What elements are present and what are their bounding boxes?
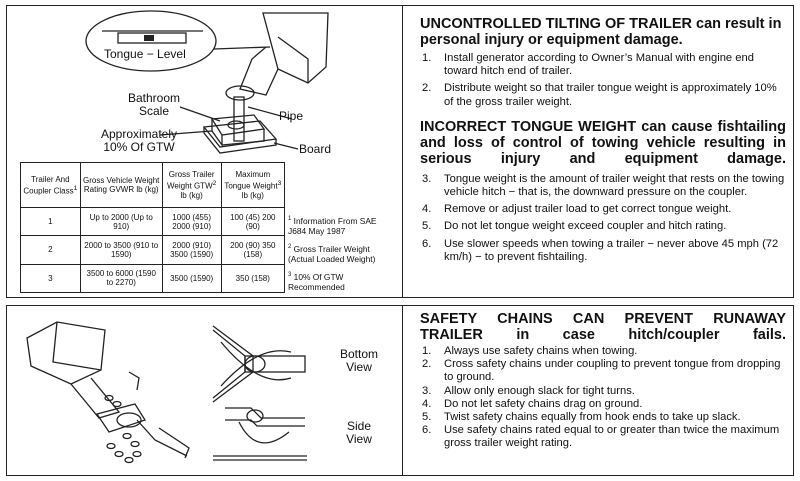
cell-tongue: 100 (45) 200 (90) bbox=[221, 208, 284, 236]
safety-chain-heading: SAFETY CHAINS CAN PREVENT RUNAWAY TRAILER in case hitch/coupler fails. bbox=[420, 311, 786, 343]
table-row bbox=[21, 208, 285, 236]
bathroom-scale-label: Bathroom Scale bbox=[127, 91, 181, 118]
cell-class: 2 bbox=[21, 236, 81, 264]
list-item: 3. Allow only enough slack for tight turns. bbox=[422, 384, 635, 397]
tongue-weight-warnings bbox=[420, 16, 786, 264]
tongue-weight-warning-list bbox=[420, 173, 786, 264]
table-note-2: $^2$ Gross Trailer Weight (Actual Loaded Weight) bbox=[288, 243, 376, 264]
cell-tongue: 350 (158) bbox=[221, 264, 284, 292]
list-item: 5. Twist safety chains equally from hook ends to take up slack. bbox=[422, 411, 741, 424]
list-item: 4. Do not let safety chains drag on ground. bbox=[422, 397, 643, 410]
table-row bbox=[21, 264, 285, 292]
bottom-view-label: Bottom View bbox=[339, 347, 378, 374]
list-item: 5. Do not let tongue weight exceed coupler and hitch rating. bbox=[422, 220, 727, 233]
list-item: 1. Install generator according to Owner’s Manual with engine end toward hitch end of trailer. bbox=[422, 52, 754, 78]
list-item: 2. Cross safety chains under coupling to prevent tongue from dropping to ground. bbox=[422, 358, 781, 384]
pipe-icon bbox=[234, 97, 244, 141]
cell-tongue: 200 (90) 350 (158) bbox=[221, 236, 284, 264]
tongue-weight-warning-heading: INCORRECT TONGUE WEIGHT can cause fishtailing and loss of control of towing vehicle resulting in serious injury and equipment damage. bbox=[420, 118, 786, 167]
trailer-frame-icon bbox=[27, 322, 105, 384]
header-tongue: Maximum Tongue Weight$^3$ lb (kg) bbox=[221, 163, 284, 208]
header-gtw: Gross Trailer Weight GTW$^2$ lb (kg) bbox=[162, 163, 221, 208]
approx-label: Approximately 10% Of GTW bbox=[100, 127, 178, 154]
cell-class: 1 bbox=[21, 208, 81, 236]
list-item: 3. Tongue weight is the amount of trailer weight that rests on the towing vehicle hitch − that is, the downward pressure on the coupler. bbox=[422, 172, 785, 199]
tongue-level-label: Tongue − Level bbox=[104, 47, 186, 61]
list-item: 6. Use slower speeds when towing a trailer − never above 45 mph (72 km/h) − to prevent fishtailing. bbox=[422, 237, 779, 263]
cell-gvwr: 2000 to 3500 (910 to 1590) bbox=[80, 236, 162, 264]
list-item: 2. Distribute weight so that trailer tongue weight is approximately 10% of the gross trailer weight. bbox=[422, 82, 777, 108]
list-item: 1. Always use safety chains when towing. bbox=[422, 345, 638, 357]
cell-gtw: 2000 (910) 3500 (1590) bbox=[162, 236, 221, 264]
list-item: 4. Remove or adjust trailer load to get correct tongue weight. bbox=[422, 203, 732, 216]
bottom-view-diagram bbox=[213, 326, 305, 402]
trailer-class-table bbox=[20, 162, 285, 293]
board-label: Board bbox=[299, 142, 332, 156]
side-view-diagram bbox=[213, 408, 307, 460]
cell-gvwr: 3500 to 6000 (1590 to 2270) bbox=[80, 264, 162, 292]
header-class: Trailer And Coupler Class$^1$ bbox=[21, 163, 81, 208]
table-note-3: $^3$ 10% Of GTW Recommended bbox=[288, 271, 345, 292]
pipe-label: Pipe bbox=[279, 109, 304, 123]
coupler-icon bbox=[97, 404, 145, 432]
side-view-label: Side View bbox=[346, 419, 372, 446]
safety-chain-illustration bbox=[9, 308, 401, 474]
safety-chain-warnings bbox=[420, 311, 786, 451]
cell-gvwr: Up to 2000 (Up to 910) bbox=[80, 208, 162, 236]
trailer-tongue-icon bbox=[263, 13, 328, 83]
header-gvwr: Gross Vehicle Weight Rating GVWR lb (kg) bbox=[80, 163, 162, 208]
table-note-1: $^1$ Information From SAE J684 May 1987 bbox=[288, 215, 377, 236]
safety-chain-list bbox=[420, 345, 786, 451]
list-item: 6. Use safety chains rated equal to or greater than twice the maximum gross trailer weight rating. bbox=[422, 424, 780, 450]
tilting-warning-list bbox=[420, 52, 786, 109]
cell-gtw: 1000 (455) 2000 (910) bbox=[162, 208, 221, 236]
table-header-row bbox=[21, 163, 285, 208]
tilting-warning-heading: UNCONTROLLED TILTING OF TRAILER can result in personal injury or equipment damage. bbox=[420, 16, 782, 48]
cell-gtw: 3500 (1590) bbox=[162, 264, 221, 292]
table-row bbox=[21, 236, 285, 264]
cell-class: 3 bbox=[21, 264, 81, 292]
bottom-panel-divider bbox=[402, 305, 403, 476]
tongue-weight-illustration bbox=[8, 7, 403, 167]
